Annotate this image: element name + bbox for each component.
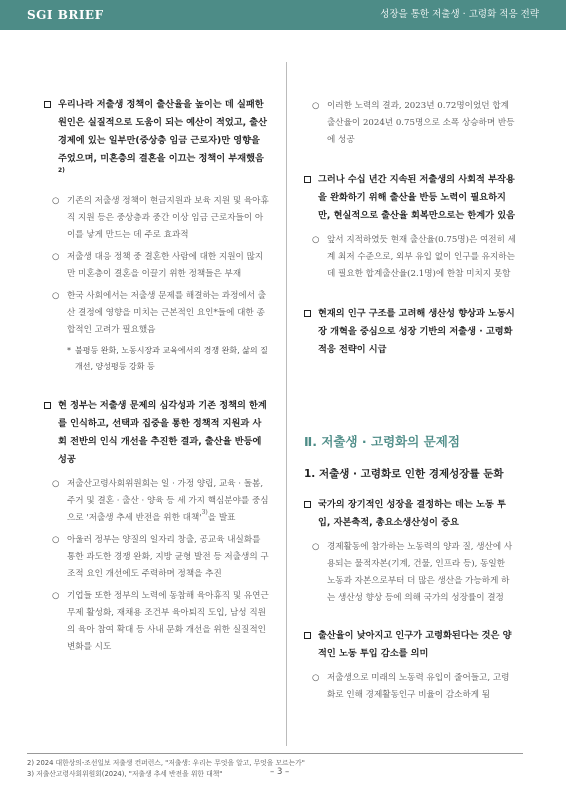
paragraph-policy-failure — [44, 96, 270, 186]
list-item-text: 앞서 지적하였듯 현재 출산율(0.75명)은 여전히 세계 최저 수준으로, 외부 유입 없이 인구를 유지하는 데 필요한 합계출산율(2.1명)에 한참 미치지 못함 — [327, 235, 516, 279]
list-item-text: 저출생 대응 정책 중 결혼한 사람에 대한 지원이 많지만 미혼층이 결혼을 이끌기 위한 정책들은 부재 — [67, 252, 264, 279]
circle-bullet-icon: ○ — [52, 535, 60, 545]
subsection-heading: 1. 저출생 · 고령화로 인한 경제성장률 둔화 — [304, 468, 504, 480]
list-item-text: 경제활동에 참가하는 노동력의 양과 질, 생산에 사용되는 물적자본(기계, 건물, 인프라 등), 동일한 노동과 자본으로부터 더 많은 생산을 가능하게 하는 생산성 향상 등에 의해 국가의 성장률이 결정 — [327, 542, 513, 603]
circle-bullet-icon: ○ — [312, 235, 320, 245]
asterisk-icon: * — [67, 346, 71, 355]
paragraph-text: 우리나라 저출생 정책이 출산율을 높이는 데 실패한 원인은 실질적으로 도움이 되는 예산이 적었고, 출산경제에 있는 일부만(중상층 임금 근로자)만 영향을 주었으며, 미혼층의 결혼을 이끄는 정책이 부재했음 — [58, 99, 268, 164]
list-item-text: 이러한 노력의 결과, 2023년 0.72명이었던 합계출산율이 2024년 0.75명으로 소폭 상승하며 반등에 성공 — [327, 101, 515, 145]
square-bullet-icon — [304, 632, 311, 639]
footnote-ref[interactable]: 2) — [58, 167, 65, 174]
square-bullet-icon — [44, 402, 51, 409]
list-item — [304, 539, 516, 607]
right-column-bottom — [304, 496, 516, 704]
circle-bullet-icon: ○ — [312, 101, 320, 111]
circle-bullet-icon: ○ — [52, 196, 60, 206]
list-item-text: 저출산고령사회위원회는 일 · 가정 양립, 교육 · 돌봄, 주거 및 결혼 · 출산 · 양육 등 세 가지 핵심분야를 중심으로 '저출생 추세 반전을 위한 대책' — [67, 479, 269, 523]
circle-bullet-icon: ○ — [312, 542, 320, 552]
footnote-divider — [27, 753, 523, 754]
note-text: 불평등 완화, 노동시장과 교육에서의 경쟁 완화, 삶의 질 개선, 양성평등 강화 등 — [75, 346, 268, 371]
header-title: 성장을 통한 저출생 · 고령화 적응 전략 — [380, 9, 539, 20]
page-number: – 3 – — [270, 767, 290, 777]
square-bullet-icon — [44, 101, 51, 108]
list-item — [44, 476, 270, 527]
list-item — [44, 532, 270, 583]
paragraph-limits — [304, 171, 516, 225]
paragraph-text: 현재의 인구 구조를 고려해 생산성 향상과 노동시장 개혁을 중심으로 성장 기반의 저출생 · 고령화 적응 전략이 시급 — [318, 308, 515, 355]
circle-bullet-icon: ○ — [52, 591, 60, 601]
circle-bullet-icon: ○ — [52, 479, 60, 489]
list-item-text: 기업들 또한 정부의 노력에 동참해 육아휴직 및 유연근무제 활성화, 재채용 조건부 육아퇴직 도입, 남성 직원의 육아 참여 확대 등 사내 문화 개선을 위한 실질적인 변화를 시도 — [67, 591, 269, 652]
brand-logo: SGI BRIEF — [27, 8, 104, 22]
left-column — [44, 96, 270, 656]
right-column-top — [304, 98, 516, 359]
paragraph-text: 현 정부는 저출생 문제의 심각성과 기존 정책의 한계를 인식하고, 선택과 집중을 통한 정책적 지원과 사회 전반의 인식 개선을 추진한 결과, 출산율 반등에 성공 — [58, 400, 267, 465]
square-bullet-icon — [304, 176, 311, 183]
paragraph-text: 국가의 장기적인 성장을 결정하는 데는 노동 투입, 자본축적, 총요소생산성이 중요 — [318, 499, 506, 528]
list-item — [44, 288, 270, 339]
list-item — [44, 193, 270, 244]
list-item-text: 아울러 정부는 양질의 일자리 창출, 공교육 내실화를 통한 과도한 경쟁 완화, 지방 균형 발전 등 저출생의 구조적 요인 개선에도 주력하며 정책을 추진 — [67, 535, 269, 579]
list-item-text: 기존의 저출생 정책이 현금지원과 보육 지원 및 육아휴직 지원 등은 중상층과 중간 이상 임금 근로자들이 아이를 낳게 만드는 데 주로 효과적 — [67, 196, 269, 240]
paragraph-labor-decline — [304, 627, 516, 663]
footnote-ref[interactable]: 3) — [201, 509, 208, 516]
square-bullet-icon — [304, 501, 311, 508]
paragraph-text: 그러나 수십 년간 지속된 저출생의 사회적 부작용을 완화하기 위해 출산율 반등 노력이 필요하지만, 현실적으로 출산율 회복만으로는 한계가 있음 — [318, 174, 515, 221]
circle-bullet-icon: ○ — [312, 673, 320, 683]
circle-bullet-icon: ○ — [52, 291, 60, 301]
list-item — [304, 232, 516, 283]
list-item — [304, 98, 516, 149]
list-item — [44, 588, 270, 656]
column-divider — [286, 62, 287, 746]
list-item — [304, 670, 516, 704]
circle-bullet-icon: ○ — [52, 252, 60, 262]
section-heading: Ⅱ. 저출생 · 고령화의 문제점 — [304, 434, 460, 449]
list-item-text-tail: 을 발표 — [207, 513, 236, 523]
square-bullet-icon — [304, 310, 311, 317]
note-item — [44, 343, 270, 375]
footnote-3: 3) 저출산고령사회위원회(2024), "저출생 추세 반전을 위한 대책" — [27, 770, 223, 778]
paragraph-strategy — [304, 305, 516, 359]
list-item-text: 한국 사회에서는 저출생 문제를 해결하는 과정에서 출산 결정에 영향을 미치는 근본적인 요인*들에 대한 종합적인 고려가 필요했음 — [67, 291, 267, 335]
paragraph-government-effort — [44, 397, 270, 469]
paragraph-growth-factors — [304, 496, 516, 532]
page-header — [0, 0, 566, 30]
footnote-2: 2) 2024 대한상의-조선일보 저출생 컨퍼런스, "저출생: 우리는 무엇을 알고, 무엇을 모르는가" — [27, 759, 305, 767]
list-item-text: 저출생으로 미래의 노동력 유입이 줄어들고, 고령화로 인해 경제활동인구 비율이 감소하게 됨 — [327, 673, 510, 700]
paragraph-text: 출산율이 낮아지고 인구가 고령화된다는 것은 양적인 노동 투입 감소를 의미 — [318, 630, 512, 659]
list-item — [44, 249, 270, 283]
